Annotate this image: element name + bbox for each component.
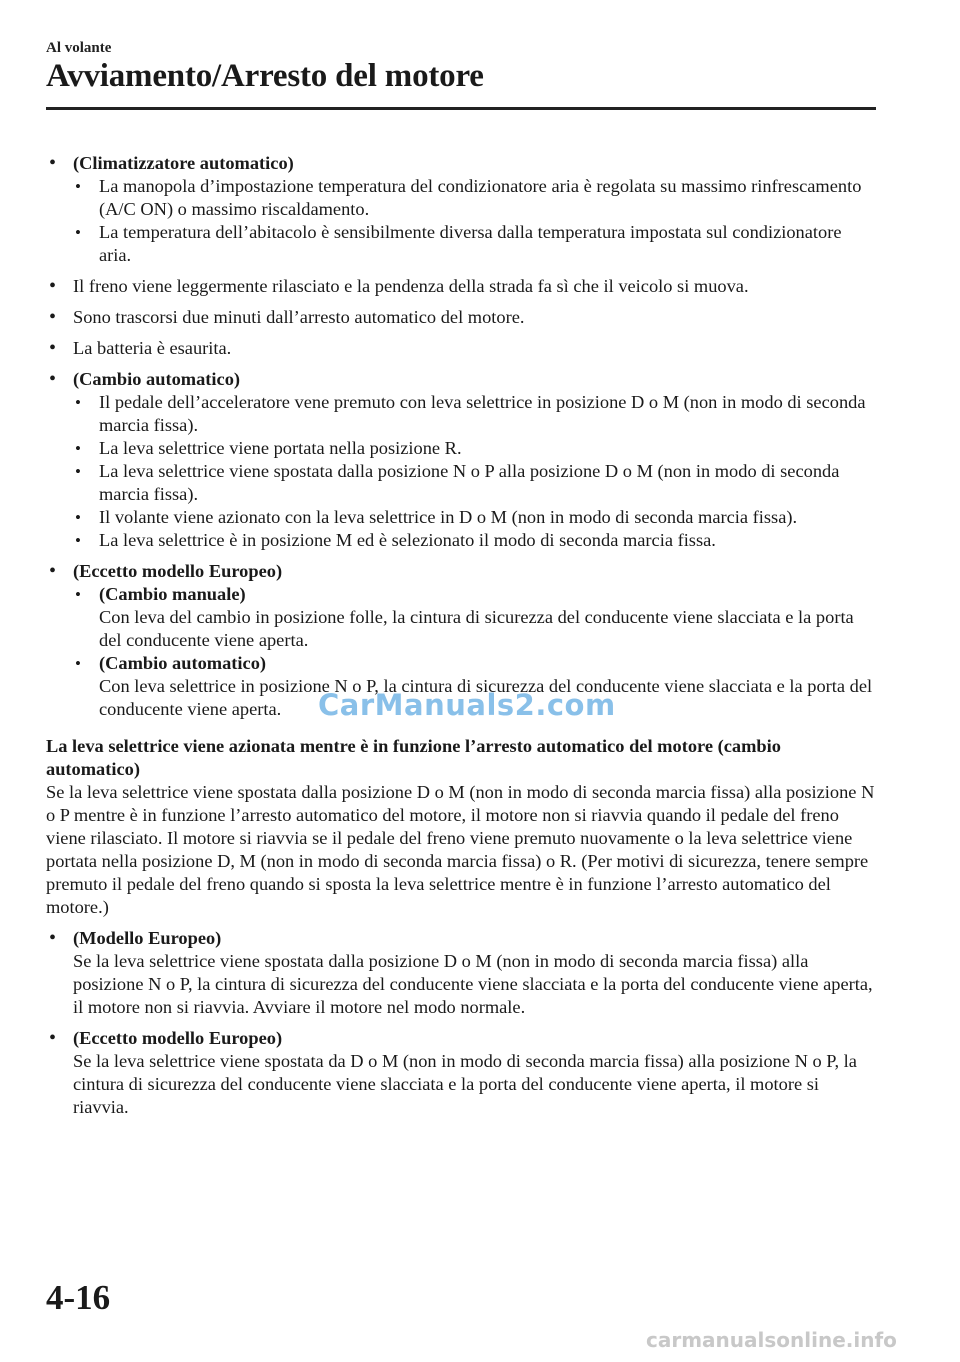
sub-list-item-text: La leva selettrice viene spostata dalla posizione N o P alla posizione D o M (non in modo di seconda marcia fissa). — [99, 461, 840, 504]
bullet-icon: • — [49, 560, 57, 582]
sub-list-item-heading: (Cambio manuale) — [99, 584, 246, 604]
bullet-icon: • — [49, 368, 57, 390]
sub-list-item — [46, 221, 876, 267]
list-item-text: Il freno viene leggermente rilasciato e la pendenza della strada fa sì che il veicolo si muova. — [73, 276, 749, 296]
sub-list-item — [46, 506, 876, 529]
list-item-label: (Climatizzatore automatico) — [73, 153, 294, 173]
sub-list-item-text: Con leva del cambio in posizione folle, la cintura di sicurezza del conducente viene slacciata e la porta del conducente viene aperta. — [99, 607, 854, 650]
sub-list — [73, 391, 876, 552]
list-item — [46, 1027, 876, 1119]
watermark: CarManuals2.com — [318, 688, 616, 722]
sub-list-item-text: La temperatura dell’abitacolo è sensibilmente diversa dalla temperatura impostata sul condizionatore aria. — [99, 222, 842, 265]
bullet-icon: • — [75, 223, 81, 242]
footer-site-link[interactable]: carmanualsonline.info — [646, 1328, 897, 1352]
conditions-list — [46, 152, 876, 721]
bullet-icon: • — [75, 531, 81, 550]
sub-list-item — [46, 460, 876, 506]
bullet-icon: • — [75, 439, 81, 458]
sub-list-item-text: Il pedale dell’acceleratore vene premuto con leva selettrice in posizione D o M (non in modo di seconda marcia fissa). — [99, 392, 866, 435]
sub-list-item — [46, 175, 876, 221]
bullet-icon: • — [75, 654, 81, 673]
section-body: Se la leva selettrice viene spostata dalla posizione D o M (non in modo di seconda marcia fissa) alla posizione N o P mentre è in funzione l’arresto automatico del motore, il motore non si riavvia quando il pedale del freno viene rilasciato. Il motore si riavvia se il pedale del freno viene premuto nuovamente o la leva selettrice viene portata nella posizione D, M (non in modo di seconda marcia fissa) o R. (Per motivi di sicurezza, tenere sempre premuto il pedale del freno quando si sposta la leva selettrice mentre è in funzione l’arresto automatico del motore.) — [46, 782, 875, 917]
bullet-icon: • — [75, 177, 81, 196]
bullet-icon: • — [75, 585, 81, 604]
list-item — [46, 337, 876, 360]
title-divider — [46, 107, 876, 110]
list-item-heading: (Modello Europeo) — [73, 928, 222, 948]
page-title: Avviamento/Arresto del motore — [46, 58, 484, 94]
page-content — [46, 152, 876, 1127]
page-number: 4-16 — [46, 1278, 111, 1317]
sub-list-item-text: La leva selettrice viene portata nella posizione R. — [99, 438, 462, 458]
sub-list-item — [46, 391, 876, 437]
sub-list-item-text: La manopola d’impostazione temperatura del condizionatore aria è regolata su massimo rinfrescamento (A/C ON) o massimo riscaldamento. — [99, 176, 862, 219]
section-heading: La leva selettrice viene azionata mentre è in funzione l’arresto automatico del motore (cambio automatico) — [46, 736, 781, 779]
sub-list-item — [46, 437, 876, 460]
bullet-icon: • — [75, 462, 81, 481]
list-item — [46, 306, 876, 329]
sub-list — [73, 175, 876, 267]
sub-list-item-text: La leva selettrice è in posizione M ed è selezionato il modo di seconda marcia fissa. — [99, 530, 716, 550]
sub-list-item — [46, 529, 876, 552]
list-item-text: La batteria è esaurita. — [73, 338, 232, 358]
list-item — [46, 368, 876, 552]
list-item-heading: (Eccetto modello Europeo) — [73, 1028, 283, 1048]
list-item — [46, 275, 876, 298]
bullet-icon: • — [49, 275, 57, 297]
bullet-icon: • — [75, 393, 81, 412]
list-item — [46, 152, 876, 267]
bullet-icon: • — [49, 306, 57, 328]
section-label: Al volante — [46, 40, 112, 56]
bullet-icon: • — [75, 508, 81, 527]
bullet-icon: • — [49, 152, 57, 174]
list-item-text: Se la leva selettrice viene spostata dalla posizione D o M (non in modo di seconda marcia fissa) alla posizione N o P, la cintura di sicurezza del conducente viene slacciata e la porta del conducente viene aperta, il motore non si riavvia. Avviare il motore nel modo normale. — [73, 951, 873, 1017]
list-item-label: (Cambio automatico) — [73, 369, 241, 389]
sub-list-item-text: Con leva selettrice in posizione N o P, la cintura di sicurezza del conducente viene slacciata e la porta del conducente viene aperta. — [99, 676, 873, 719]
bullet-icon: • — [49, 1027, 57, 1049]
list-item-text: Se la leva selettrice viene spostata da D o M (non in modo di seconda marcia fissa) alla posizione N o P, la cintura di sicurezza del conducente viene slacciata e la porta del conducente viene aperta, il motore si riavvia. — [73, 1051, 857, 1117]
bullet-icon: • — [49, 927, 57, 949]
list-item — [46, 927, 876, 1019]
list-item-label: (Eccetto modello Europeo) — [73, 561, 283, 581]
bullet-icon: • — [49, 337, 57, 359]
sub-list-item — [46, 583, 876, 652]
list-item-text: Sono trascorsi due minuti dall’arresto automatico del motore. — [73, 307, 525, 327]
model-list — [46, 927, 876, 1119]
sub-list-item-heading: (Cambio automatico) — [99, 653, 267, 673]
sub-list-item-text: Il volante viene azionato con la leva selettrice in D o M (non in modo di seconda marcia fissa). — [99, 507, 798, 527]
